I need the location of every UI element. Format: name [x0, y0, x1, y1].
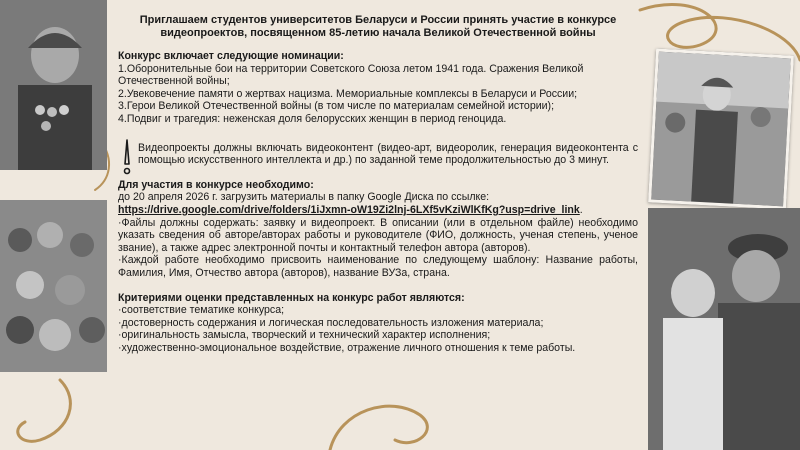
exclamation-icon — [120, 138, 134, 178]
files-requirements: ·Файлы должны содержать: заявку и видеопроект. В описании (или в отдельном файле) необходимо указать сведения об авторе/авторах работы и руководителе (ФИО, должность, ученая степень, ученое звание), а также адрес электронной почты и контактный телефон автора (авторов). — [118, 216, 638, 254]
veteran-photo — [0, 0, 107, 170]
nomination-item: 4.Подвиг и трагедия: неженская доля белорусских женщин в период геноцида. — [118, 112, 507, 125]
soldier-photo — [648, 48, 794, 209]
naming-template: ·Каждой работе необходимо присвоить наименование по следующему шаблону: Название работы, Фамилия, Имя, Отчество автора (авторов), название ВУЗа, страна. — [118, 254, 638, 279]
criteria-item: ·художественно-эмоциональное воздействие, отражение личного отношения к теме работы. — [118, 341, 576, 354]
participation-intro: до 20 апреля 2026 г. загрузить материалы в папку Google Диска по ссылке: — [118, 191, 490, 204]
criteria-item: ·соответствие тематике конкурса; — [118, 304, 285, 317]
participation-heading: Для участия в конкурсе необходимо: — [118, 178, 314, 191]
soldier-with-girl-photo — [648, 208, 800, 450]
crowd-photo — [0, 200, 107, 372]
google-drive-link[interactable]: https://drive.google.com/drive/folders/1iJxmn-oW19Zi2lnj-6LXf5vKziWlKfKg?usp=drive_link — [118, 203, 580, 216]
page-title: Приглашаем студентов университетов Беларуси и России принять участие в конкурсе видеопроектов, посвященном 85-летию начала Великой Отечественной войны — [139, 14, 617, 39]
announcement-text — [118, 14, 638, 354]
nomination-item: 2.Увековечение памяти о жертвах нацизма. Мемориальные комплексы в Беларуси и России; — [118, 87, 578, 100]
link-suffix: . — [579, 203, 583, 216]
video-requirements-note — [118, 142, 638, 167]
criteria-item: ·оригинальность замысла, творческий и технический характер исполнения; — [118, 329, 491, 342]
nomination-item: 1.Оборонительные бои на территории Советского Союза летом 1941 года. Сражения Великой Отечественной войны; — [118, 62, 584, 88]
criteria-item: ·достоверность содержания и логическая последовательность изложения материала; — [118, 316, 544, 329]
nomination-item: 3.Герои Великой Отечественной войны (в том числе по материалам семейной истории); — [118, 100, 555, 113]
note-text: Видеопроекты должны включать видеоконтент (видео-арт, видеоролик, генерация видеоконтента с помощью искусственного интеллекта и др.) по заданной теме продолжительностью до 3 минут. — [138, 141, 638, 167]
criteria-heading: Критериями оценки представленных на конкурс работ являются: — [118, 291, 465, 304]
nominations-heading: Конкурс включает следующие номинации: — [118, 50, 344, 62]
